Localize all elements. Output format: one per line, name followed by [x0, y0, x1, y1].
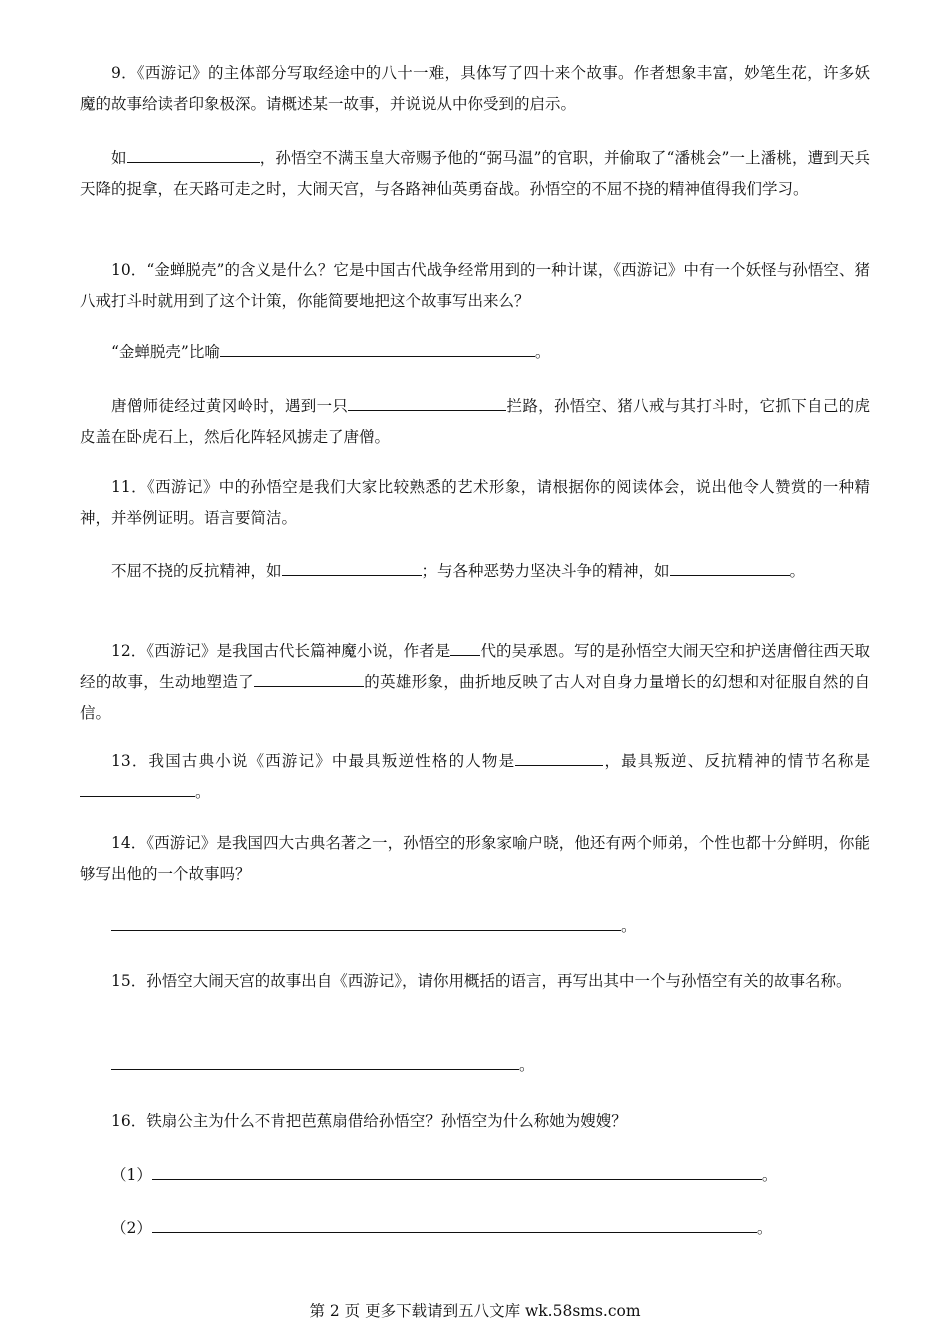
answer-16-2 [80, 1213, 870, 1244]
answer-10-1-prefix: “金蝉脱壳”比喻 [111, 343, 220, 361]
answer-blank[interactable] [515, 749, 603, 766]
question-11: 11．《西游记》中的孙悟空是我们大家比较熟悉的艺术形象，请根据你的阅读体会，说出他令人赞赏的一种精神，并举例证明。语言要简洁。 [80, 478, 870, 527]
answer-11 [80, 556, 870, 587]
answer-10-2 [80, 391, 870, 453]
answer-16-2-label: （2） [111, 1219, 152, 1237]
answer-blank[interactable] [152, 1163, 762, 1180]
answer-10-1 [80, 337, 870, 368]
question-12-b: 代的吴承恩。写的是孙悟空大闹天空和护送唐僧往西天取经的故事，生动地塑造了 [80, 642, 870, 691]
answer-9-text: ，孙悟空不满玉皇大帝赐予他的“弼马温”的官职，并偷取了“潘桃会”一上潘桃，遭到天兵天降的捉拿，在天路可走之时，大闹天宫，与各路神仙英勇奋战。孙悟空的不屈不挠的精神值得我们学习。 [80, 149, 870, 198]
answer-16-1-end: 。 [761, 1166, 778, 1184]
answer-blank[interactable] [152, 1216, 757, 1233]
answer-15-end: 。 [519, 1056, 535, 1074]
answer-10-2-prefix: 唐僧师徒经过黄冈岭时，遇到一只 [111, 397, 349, 415]
answer-9-prefix: 如 [111, 149, 127, 167]
answer-16-1 [80, 1160, 870, 1191]
answer-14 [80, 911, 870, 942]
question-13-b: ，最具叛逆、反抗精神的情节名称是 [603, 752, 870, 770]
question-9: 9．《西游记》的主体部分写取经途中的八十一难，具体写了四十来个故事。作者想象丰富，妙笔生花，许多妖魔的故事给读者印象极深。请概述某一故事，并说说从中你受到的启示。 [80, 64, 870, 113]
answer-blank[interactable] [127, 146, 260, 163]
question-14: 14．《西游记》是我国四大古典名著之一，孙悟空的形象家喻户晓，他还有两个师弟，个性也都十分鲜明，你能够写出他的一个故事吗？ [80, 834, 870, 883]
answer-blank[interactable] [80, 780, 195, 797]
answer-14-end: 。 [621, 917, 637, 935]
answer-11-c: 。 [789, 562, 806, 580]
answer-16-2-end: 。 [756, 1219, 773, 1237]
answer-blank[interactable] [282, 559, 422, 576]
answer-10-1-end: 。 [534, 343, 551, 361]
answer-11-a: 不屈不挠的反抗精神，如 [111, 562, 282, 580]
answer-15 [80, 1050, 870, 1081]
answer-blank[interactable] [111, 1053, 519, 1070]
question-10: 10．“金蝉脱壳”的含义是什么？它是中国古代战争经常用到的一种计谋，《西游记》中有一个妖怪与孙悟空、猪八戒打斗时就用到了这个计策，你能简要地把这个故事写出来么？ [80, 261, 870, 310]
question-13-a: 13．我国古典小说《西游记》中最具叛逆性格的人物是 [111, 752, 516, 770]
answer-blank[interactable] [254, 670, 364, 687]
question-15: 15．孙悟空大闹天宫的故事出自《西游记》，请你用概括的语言，再写出其中一个与孙悟空有关的故事名称。 [111, 972, 852, 990]
question-13 [80, 746, 870, 808]
answer-9 [80, 143, 870, 205]
answer-blank[interactable] [450, 639, 480, 656]
question-13-c: 。 [195, 783, 211, 801]
question-12-c: 的英雄形象，曲折地反映了古人对自身力量增长的幻想和对征服自然的自信。 [80, 673, 870, 722]
answer-11-b: ；与各种恶势力坚决斗争的精神，如 [421, 562, 670, 580]
answer-blank[interactable] [220, 340, 535, 357]
answer-blank[interactable] [348, 394, 506, 411]
question-12 [80, 636, 870, 729]
answer-blank[interactable] [111, 914, 621, 931]
question-16: 16．铁扇公主为什么不肯把芭蕉扇借给孙悟空？孙悟空为什么称她为嫂嫂？ [111, 1112, 627, 1130]
page-footer: 第 2 页 更多下载请到五八文库 wk.58sms.com [309, 1302, 641, 1320]
answer-blank[interactable] [670, 559, 790, 576]
answer-10-2-text: 拦路，孙悟空、猪八戒与其打斗时，它抓下自己的虎皮盖在卧虎石上，然后化阵轻风掳走了唐僧。 [80, 397, 870, 446]
question-12-a: 12．《西游记》是我国古代长篇神魔小说，作者是 [111, 642, 451, 660]
answer-16-1-label: （1） [111, 1166, 152, 1184]
